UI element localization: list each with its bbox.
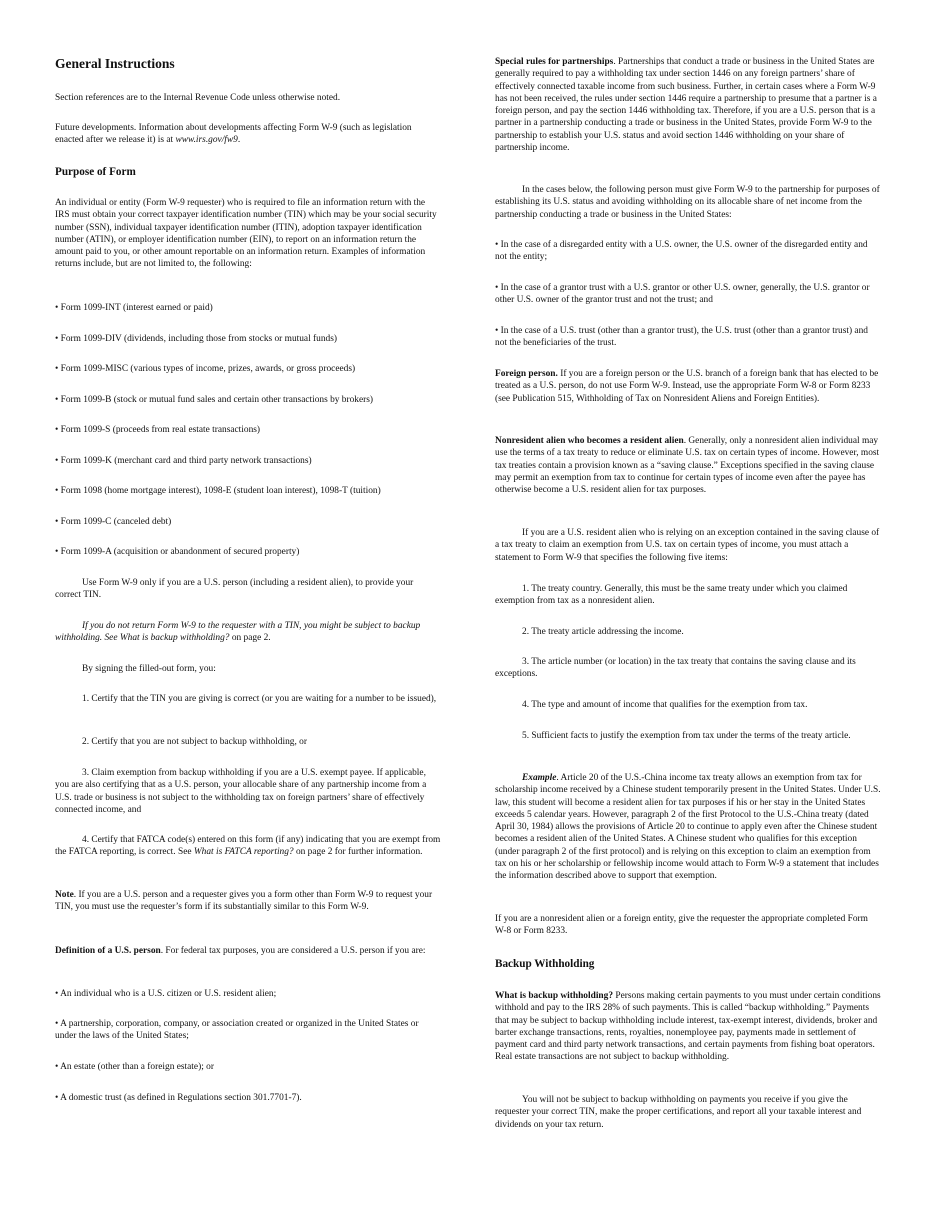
treaty-item: 4. The type and amount of income that qualifies for the exemption from tax. bbox=[522, 700, 808, 710]
form-list-item: • Form 1099-DIV (dividends, including those from stocks or mutual funds) bbox=[55, 334, 337, 344]
nonresident-alien: Nonresident alien who becomes a resident alien. Generally, only a nonresident alien individual may use the terms of a tax treaty to reduce or eliminate U.S. tax on certain types of income. However, most tax treaties contain a provision known as a “saving clause.” Exceptions specified in the saving clause may permit an exemption from tax to continue for certain types of income even after the payee has otherwise become a U.S. resident alien for tax purposes. bbox=[495, 436, 880, 496]
signing-paragraph: By signing the filled-out form, you: bbox=[82, 664, 216, 674]
what-is-backup: What is backup withholding? Persons making certain payments to you must under certain conditions withhold and pay to the IRS 28% of such payments. This is called “backup withholding.” Payments that may be subject to backup withholding include interest, tax-exempt interest, dividends, broker and barter exchange transactions, rents, royalties, nonemployee pay, payments made in settlement of payment card and third party network transactions, and certain payments from fishing boat operators. Real estate transactions are not subject to backup withholding. bbox=[495, 991, 881, 1063]
foreign-person: Foreign person. If you are a foreign person or the U.S. branch of a foreign bank that has elected to be treated as a U.S. person, do not use Form W-9. Instead, use the appropriate Form W-8 or Form 8233 (see Publication 515, Withholding of Tax on Nonresident Aliens and Foreign Entities). bbox=[495, 369, 879, 404]
note-paragraph: Note. If you are a U.S. person and a requester gives you a form other than Form W-9 to request your TIN, you must use the requester’s form if its substantially similar to this Form W-9. bbox=[55, 890, 433, 913]
form-list-item: • Form 1099-S (proceeds from real estate transactions) bbox=[55, 425, 261, 435]
form-list-item: • Form 1099-A (acquisition or abandonment of secured property) bbox=[55, 547, 300, 557]
irs-link[interactable]: www.irs.gov/fw9 bbox=[175, 135, 238, 146]
person-list-item: • A domestic trust (as defined in Regulations section 301.7701-7). bbox=[55, 1093, 302, 1103]
form-list-item: • Form 1099-INT (interest earned or paid) bbox=[55, 303, 213, 313]
form-list-item: • Form 1098 (home mortgage interest), 1098-E (student loan interest), 1098-T (tuition) bbox=[55, 486, 381, 496]
case-item: • In the case of a grantor trust with a U.S. grantor or other U.S. owner, generally, the U.S. grantor or other U.S. owner of the grantor trust and not the trust; and bbox=[495, 283, 870, 306]
person-list-item: • An individual who is a U.S. citizen or U.S. resident alien; bbox=[55, 989, 277, 999]
purpose-heading: Purpose of Form bbox=[55, 166, 136, 178]
purpose-body: An individual or entity (Form W-9 requester) who is required to file an information return with the IRS must obtain your correct taxpayer identification number (TIN) which may be your social security number (SSN), individual taxpayer identification number (ITIN), adoption taxpayer identification number (ATIN), or employer identification number (EIN), to report on an information return the amount paid to you, or other amount reportable on an information return. Examples of information returns include, but are not limited to, the following: bbox=[55, 198, 437, 270]
certification-item: 3. Claim exemption from backup withholding if you are a U.S. exempt payee. If applicable, you are also certifying that as a U.S. person, your allocable share of any partnership income from a U.S. trade or business is not subject to the withholding tax on foreign partners’ share of effectively connected income, and bbox=[55, 768, 427, 815]
person-list-item: • An estate (other than a foreign estate); or bbox=[55, 1062, 214, 1072]
case-item: • In the case of a U.S. trust (other than a grantor trust), the U.S. trust (other than a grantor trust) and not the beneficiaries of the trust. bbox=[495, 326, 868, 349]
example-paragraph: Example. Article 20 of the U.S.-China income tax treaty allows an exemption from tax for scholarship income received by a Chinese student temporarily present in the United States. Under U.S. law, this student will become a resident alien for tax purposes if his or her stay in the United States exceeds 5 calendar years. However, paragraph 2 of the first Protocol to the U.S.-China treaty (dated April 30, 1984) allows the provisions of Article 20 to continue to apply even after the Chinese student becomes a resident alien of the United States. A Chinese student who qualifies for this exception (under paragraph 2 of the first protocol) and is relying on this exception to claim an exemption from tax on his or her scholarship or fellowship income would attach to Form W-9 a statement that includes the information described above to support that exemption. bbox=[495, 773, 881, 882]
certification-item: 4. Certify that FATCA code(s) entered on this form (if any) indicating that you are exempt from the FATCA reporting, is correct. See What is FATCA reporting? on page 2 for further information. bbox=[55, 835, 441, 858]
certification-item: 2. Certify that you are not subject to backup withholding, or bbox=[82, 737, 307, 747]
certification-item: 1. Certify that the TIN you are giving is correct (or you are waiting for a number to be issued), bbox=[82, 694, 437, 704]
backup-withholding-heading: Backup Withholding bbox=[495, 958, 595, 970]
treaty-intro: If you are a U.S. resident alien who is relying on an exception contained in the saving clause of a tax treaty to claim an exemption from U.S. tax on certain types of income, you must attach a statement to Form W-9 that specifies the following five items: bbox=[495, 528, 880, 563]
form-list-item: • Form 1099-K (merchant card and third party network transactions) bbox=[55, 456, 312, 466]
partnership-rules: Special rules for partnerships. Partnerships that conduct a trade or business in the United States are generally required to pay a withholding tax under section 1446 on any foreign partners’ share of effectively connected taxable income from such business. Further, in certain cases where a Form W-9 has not been received, the rules under section 1446 require a partnership to presume that a partner is a foreign person, and pay the section 1446 withholding tax. Therefore, if you are a U.S. person that is a partner in a partnership conducting a trade or business in the United States, provide Form W-9 to the partnership to establish your U.S. status and avoid section 1446 withholding on your share of partnership income. bbox=[495, 57, 877, 154]
form-list-item: • Form 1099-B (stock or mutual fund sales and certain other transactions by brokers) bbox=[55, 395, 374, 405]
treaty-item: 5. Sufficient facts to justify the exemption from tax under the terms of the treaty article. bbox=[522, 731, 851, 741]
nonresident-entity: If you are a nonresident alien or a foreign entity, give the requester the appropriate completed Form W-8 or Form 8233. bbox=[495, 914, 868, 937]
use-form-paragraph: Use Form W-9 only if you are a U.S. person (including a resident alien), to provide your correct TIN. bbox=[55, 578, 414, 601]
us-person-definition: Definition of a U.S. person. For federal tax purposes, you are considered a U.S. person if you are: bbox=[55, 946, 426, 956]
form-list-item: • Form 1099-C (canceled debt) bbox=[55, 517, 172, 527]
treaty-item: 1. The treaty country. Generally, this must be the same treaty under which you claimed exemption from tax as a nonresident alien. bbox=[495, 584, 848, 607]
treaty-item: 2. The treaty article addressing the income. bbox=[522, 627, 684, 637]
case-item: • In the case of a disregarded entity with a U.S. owner, the U.S. owner of the disregarded entity and not the entity; bbox=[495, 240, 868, 263]
treaty-item: 3. The article number (or location) in the tax treaty that contains the saving clause and its exceptions. bbox=[495, 657, 856, 680]
person-list-item: • A partnership, corporation, company, or association created or organized in the United States or under the laws of the United States; bbox=[55, 1019, 419, 1042]
page-title: General Instructions bbox=[55, 56, 175, 71]
backup-warning: If you do not return Form W-9 to the requester with a TIN, you might be subject to backup withholding. See What is backup withholding? on page 2. bbox=[55, 621, 421, 644]
section-references: Section references are to the Internal Revenue Code unless otherwise noted. bbox=[55, 93, 341, 103]
future-developments: Future developments. Information about developments affecting Form W-9 (such as legislation enacted after we release it) is at www.irs.gov/fw9. bbox=[55, 123, 412, 146]
form-list-item: • Form 1099-MISC (various types of income, prizes, awards, or gross proceeds) bbox=[55, 364, 356, 374]
not-subject-paragraph: You will not be subject to backup withholding on payments you receive if you give the requester your correct TIN, make the proper certifications, and report all your taxable interest and dividends on your tax return. bbox=[495, 1095, 862, 1130]
cases-intro: In the cases below, the following person must give Form W-9 to the partnership for purposes of establishing its U.S. status and avoiding withholding on its allocable share of net income from the partnership conducting a trade or business in the United States: bbox=[495, 185, 880, 220]
